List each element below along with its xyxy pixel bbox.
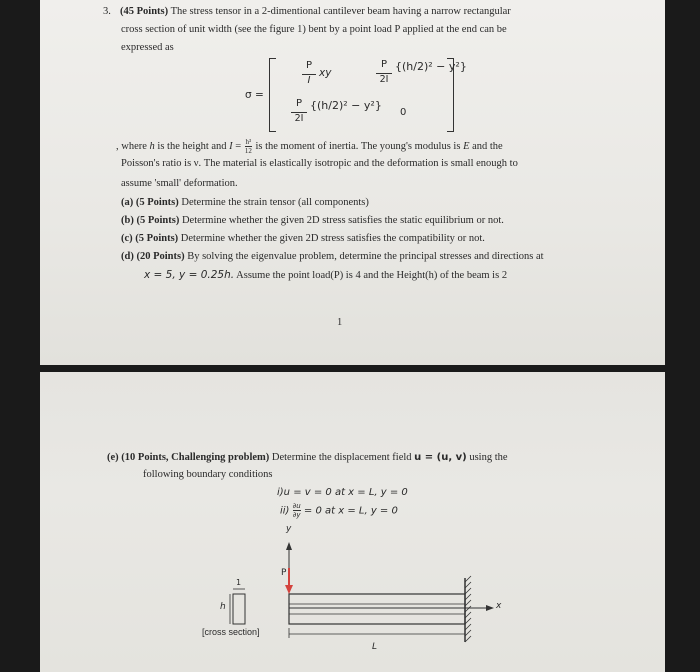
m12-numerator: P: [380, 59, 388, 70]
where-h: h: [149, 140, 155, 152]
where-eq: =: [235, 140, 242, 152]
m21-denominator: 2I: [294, 113, 304, 124]
beam-body: [289, 594, 465, 624]
part-d-text: By solving the eigenvalue problem, determine the principal stresses and directions at: [187, 251, 544, 262]
part-e-text-b: using the: [469, 452, 508, 463]
x-axis-label: x: [496, 601, 502, 611]
displacement-vector: u = (u, v): [414, 452, 467, 463]
m12-bracket-term: {(h/2)² − y²}: [395, 60, 467, 73]
where-text-c: is the moment of inertia. The young's modulus is: [255, 140, 461, 152]
inertia-denominator: 12: [244, 147, 252, 155]
inertia-fraction: [245, 138, 252, 155]
load-arrow-head: [285, 585, 293, 594]
bc2-prefix: ii): [280, 505, 290, 517]
m22-entry: 0: [400, 107, 407, 118]
beam-figure: [40, 372, 665, 672]
part-e-text-a: Determine the displacement field: [271, 452, 412, 463]
intro-line-2: cross section of unit width (see the figure 1) bent by a point load P applied at the end can be: [121, 24, 507, 35]
part-d: [121, 251, 544, 262]
x-axis-arrow: [486, 605, 494, 611]
length-label: L: [372, 642, 378, 652]
cross-section-rect: [233, 594, 245, 624]
part-d-assumption: Assume the point load(P) is 4 and the Height(h) of the beam is 2: [236, 270, 508, 281]
poisson-line: Poisson's ratio is ν. The material is elastically isotropic and the deformation is small enough to: [121, 158, 518, 169]
part-b: [121, 215, 504, 226]
part-c-text: Determine whether the given 2D stress satisfies the compatibility or not.: [180, 233, 485, 244]
m21-paren: (h/2)² − y²: [317, 99, 375, 112]
where-text-b: is the height and: [157, 140, 227, 152]
part-e-label: (e) (10 Points, Challenging problem): [107, 452, 270, 463]
bc2-denominator: ∂y: [292, 511, 301, 519]
bc2-numerator: ∂u: [292, 502, 301, 510]
intro-text-1: The stress tensor in a 2-dimentional cantilever beam having a narrow rectangular: [170, 6, 511, 17]
m11-denominator: I: [307, 75, 311, 86]
m21-bracket-term: {(h/2)² − y²}: [310, 99, 382, 112]
load-label: P: [281, 568, 287, 578]
part-d-label: (d) (20 Points): [121, 251, 185, 262]
part-b-label: (b) (5 Points): [121, 215, 180, 226]
intro-line-3: expressed as: [121, 42, 174, 53]
where-line: [116, 138, 503, 155]
part-c: [121, 233, 485, 244]
part-a-text: Determine the strain tensor (all components): [181, 197, 369, 208]
intro-line-1: [120, 6, 511, 17]
sigma-label: σ =: [245, 89, 264, 101]
part-a-label: (a) (5 Points): [121, 197, 179, 208]
cross-section-caption: [cross section]: [202, 627, 260, 637]
points-label: (45 Points): [120, 6, 169, 17]
page-number: 1: [337, 317, 343, 328]
y-axis-arrow: [286, 542, 292, 550]
where-E: E: [463, 140, 470, 152]
problem-page-2: [40, 372, 665, 672]
inertia-numerator: h³: [245, 138, 252, 146]
part-a: [121, 197, 369, 208]
m12-paren: (h/2)² − y²: [402, 60, 460, 73]
part-c-label: (c) (5 Points): [121, 233, 179, 244]
m11-tail: xy: [319, 67, 332, 79]
y-axis-label: y: [286, 524, 292, 534]
part-d-point: x = 5, y = 0.25h.: [144, 269, 235, 281]
part-e-line-2: following boundary conditions: [143, 469, 273, 480]
matrix-left-bracket: [269, 58, 276, 132]
m12-denominator: 2I: [379, 74, 389, 85]
where-text-d: and the: [472, 140, 503, 152]
m21-numerator: P: [295, 98, 303, 109]
wall-hatching: [465, 576, 471, 642]
part-d-line-2: [144, 269, 507, 281]
assume-line: assume 'small' deformation.: [121, 178, 238, 189]
problem-number: 3.: [103, 6, 111, 17]
part-b-text: Determine whether the given 2D stress satisfies the static equilibrium or not.: [181, 215, 504, 226]
boundary-condition-1: i)u = v = 0 at x = L, y = 0: [277, 487, 408, 498]
bc2-suffix: = 0 at x = L, y = 0: [303, 505, 398, 517]
cross-width-label: 1: [236, 578, 242, 587]
cross-height-label: h: [220, 602, 226, 612]
where-I: I: [229, 140, 233, 152]
where-text-a: , where: [116, 140, 147, 152]
m11-numerator: P: [305, 60, 313, 71]
problem-page: [40, 0, 665, 365]
